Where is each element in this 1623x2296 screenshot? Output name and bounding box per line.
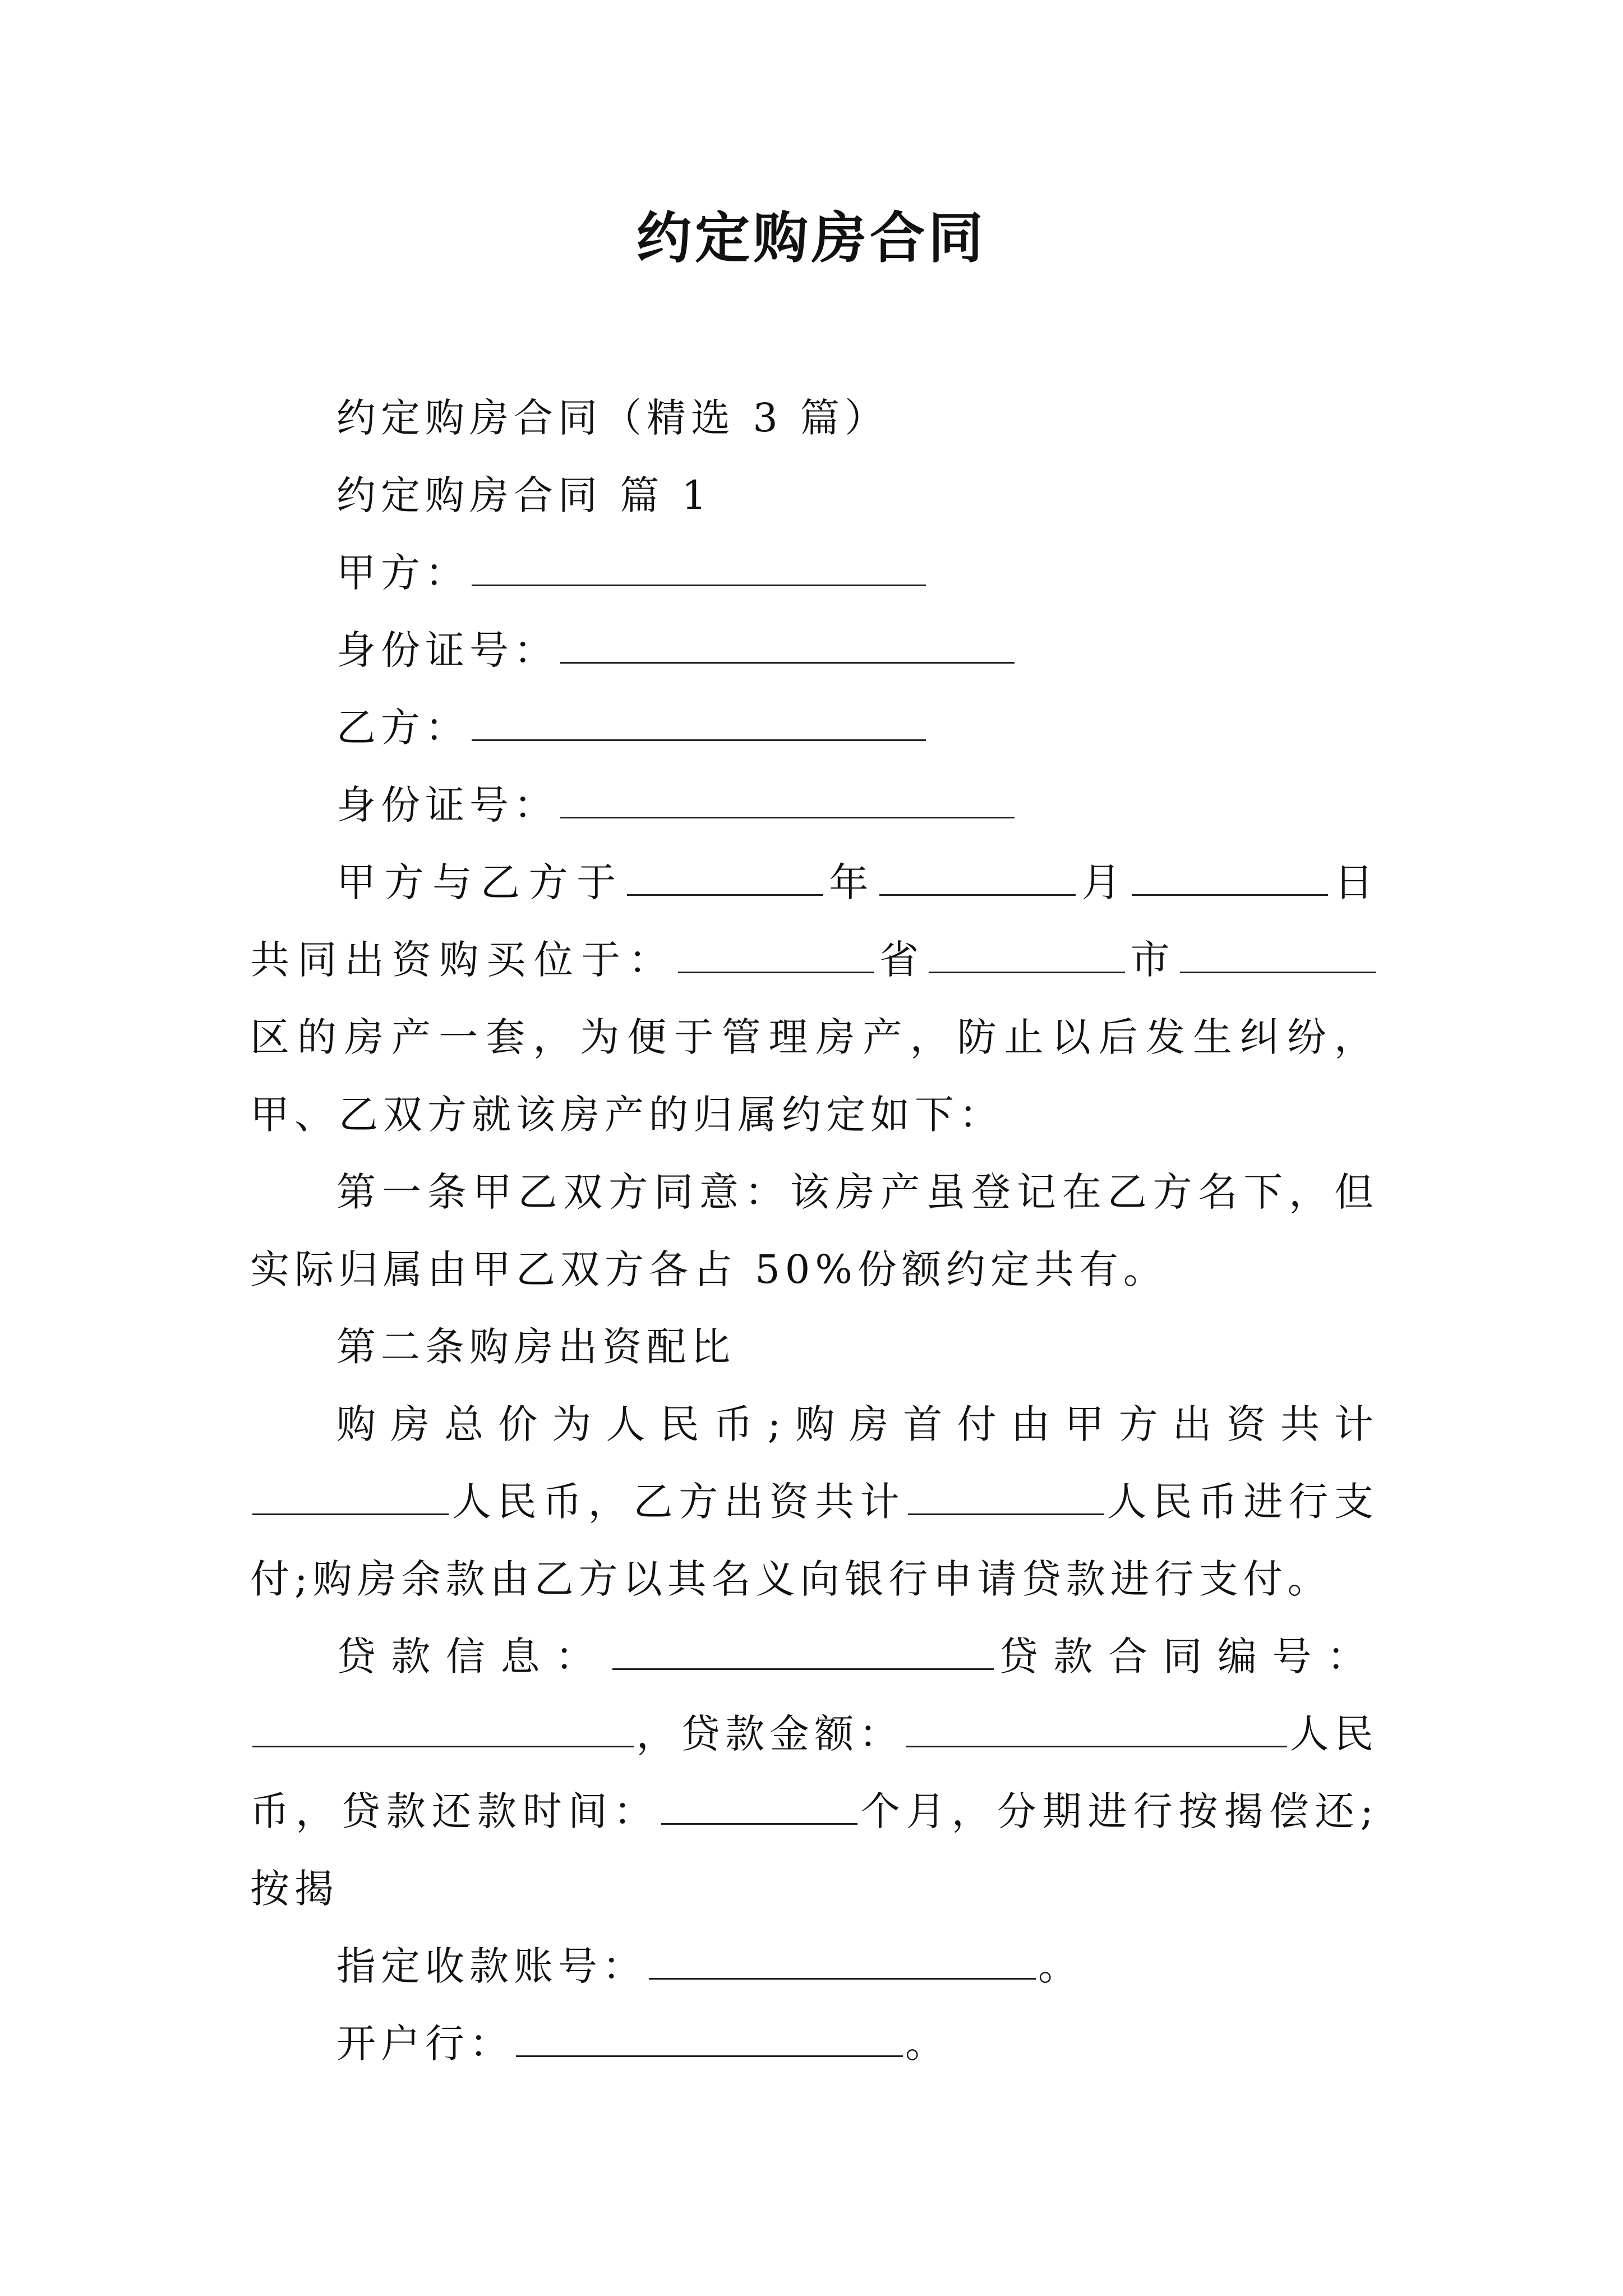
id-b-line — [250, 766, 1378, 844]
month-blank — [879, 864, 1076, 896]
bank-blank — [516, 2025, 903, 2057]
id-b-blank — [560, 786, 1015, 818]
city-blank — [929, 941, 1125, 973]
section-heading-text: 约定购房合同 篇 1 — [336, 472, 712, 518]
section-heading — [250, 457, 1378, 534]
province-label: 省 — [876, 937, 927, 983]
party-b-payment-blank — [908, 1483, 1104, 1515]
payment-paragraph — [250, 1386, 1378, 1618]
loan-amount-label: ，贷款金额： — [636, 1711, 904, 1757]
loan-paragraph — [250, 1618, 1378, 1927]
party-a-payment-blank — [252, 1483, 449, 1515]
bank-line — [250, 2005, 1378, 2082]
city-label: 市 — [1127, 937, 1178, 983]
party-a-line — [250, 534, 1378, 611]
district-tail: 区的房产一套，为便于管理房产，防止以后发生纠纷，甲、乙双方就该房产的归属约定如下： — [250, 1014, 1378, 1138]
id-b-label: 身份证号： — [336, 782, 558, 828]
id-a-blank — [560, 632, 1015, 664]
id-a-line — [250, 611, 1378, 689]
loan-contract-label: 贷款合同编号： — [995, 1634, 1378, 1680]
party-b-line — [250, 689, 1378, 766]
purchase-paragraph — [250, 844, 1378, 1153]
bank-end: 。 — [905, 2021, 949, 2067]
party-a-blank — [472, 554, 926, 586]
loan-contract-blank — [252, 1715, 634, 1747]
subtitle-text: 约定购房合同（精选 3 篇） — [336, 395, 889, 441]
loan-amount-unit: 人民币，贷款还款时间： — [250, 1711, 1379, 1834]
payment-tail: 人民币进行支付;购房余款由乙方以其名义向银行申请贷款进行支付。 — [250, 1479, 1379, 1602]
year-label: 年 — [825, 859, 878, 905]
loan-months-blank — [661, 1793, 857, 1825]
loan-info-label: 贷款信息： — [336, 1634, 610, 1680]
loan-tail: 个月，分期进行按揭偿还;按揭 — [250, 1788, 1378, 1912]
party-a-label: 甲方： — [336, 550, 469, 596]
party-b-blank — [472, 709, 926, 741]
id-a-label: 身份证号： — [336, 627, 558, 673]
loan-amount-blank — [906, 1715, 1287, 1747]
year-blank — [627, 864, 823, 896]
subtitle — [250, 379, 1378, 457]
document-body — [250, 379, 1378, 2082]
account-end: 。 — [1038, 1943, 1082, 1989]
payment-mid: 人民币，乙方出资共计 — [451, 1479, 906, 1525]
party-b-label: 乙方： — [336, 705, 469, 751]
article-2-text: 第二条购房出资配比 — [336, 1324, 735, 1370]
payment-pre: 购房总价为人民币;购房首付由甲方出资共计 — [336, 1401, 1378, 1447]
article-2-heading — [250, 1308, 1378, 1386]
date-pre: 甲方与乙方于 — [336, 859, 625, 905]
account-line — [250, 1927, 1378, 2005]
article-1-text: 第一条甲乙双方同意：该房产虽登记在乙方名下，但实际归属由甲乙双方各占 50%份额约定共有。 — [250, 1169, 1378, 1292]
account-blank — [649, 1948, 1036, 1980]
bank-label: 开户行： — [336, 2021, 514, 2067]
article-1 — [250, 1153, 1378, 1308]
account-label: 指定收款账号： — [336, 1943, 647, 1989]
page-title: 约定购房合同 — [636, 206, 986, 270]
day-label: 日共同出资购买位于： — [250, 859, 1379, 983]
day-blank — [1132, 864, 1328, 896]
district-blank — [1180, 941, 1376, 973]
month-label: 月 — [1078, 859, 1130, 905]
province-blank — [678, 941, 874, 973]
loan-info-blank — [612, 1638, 994, 1670]
